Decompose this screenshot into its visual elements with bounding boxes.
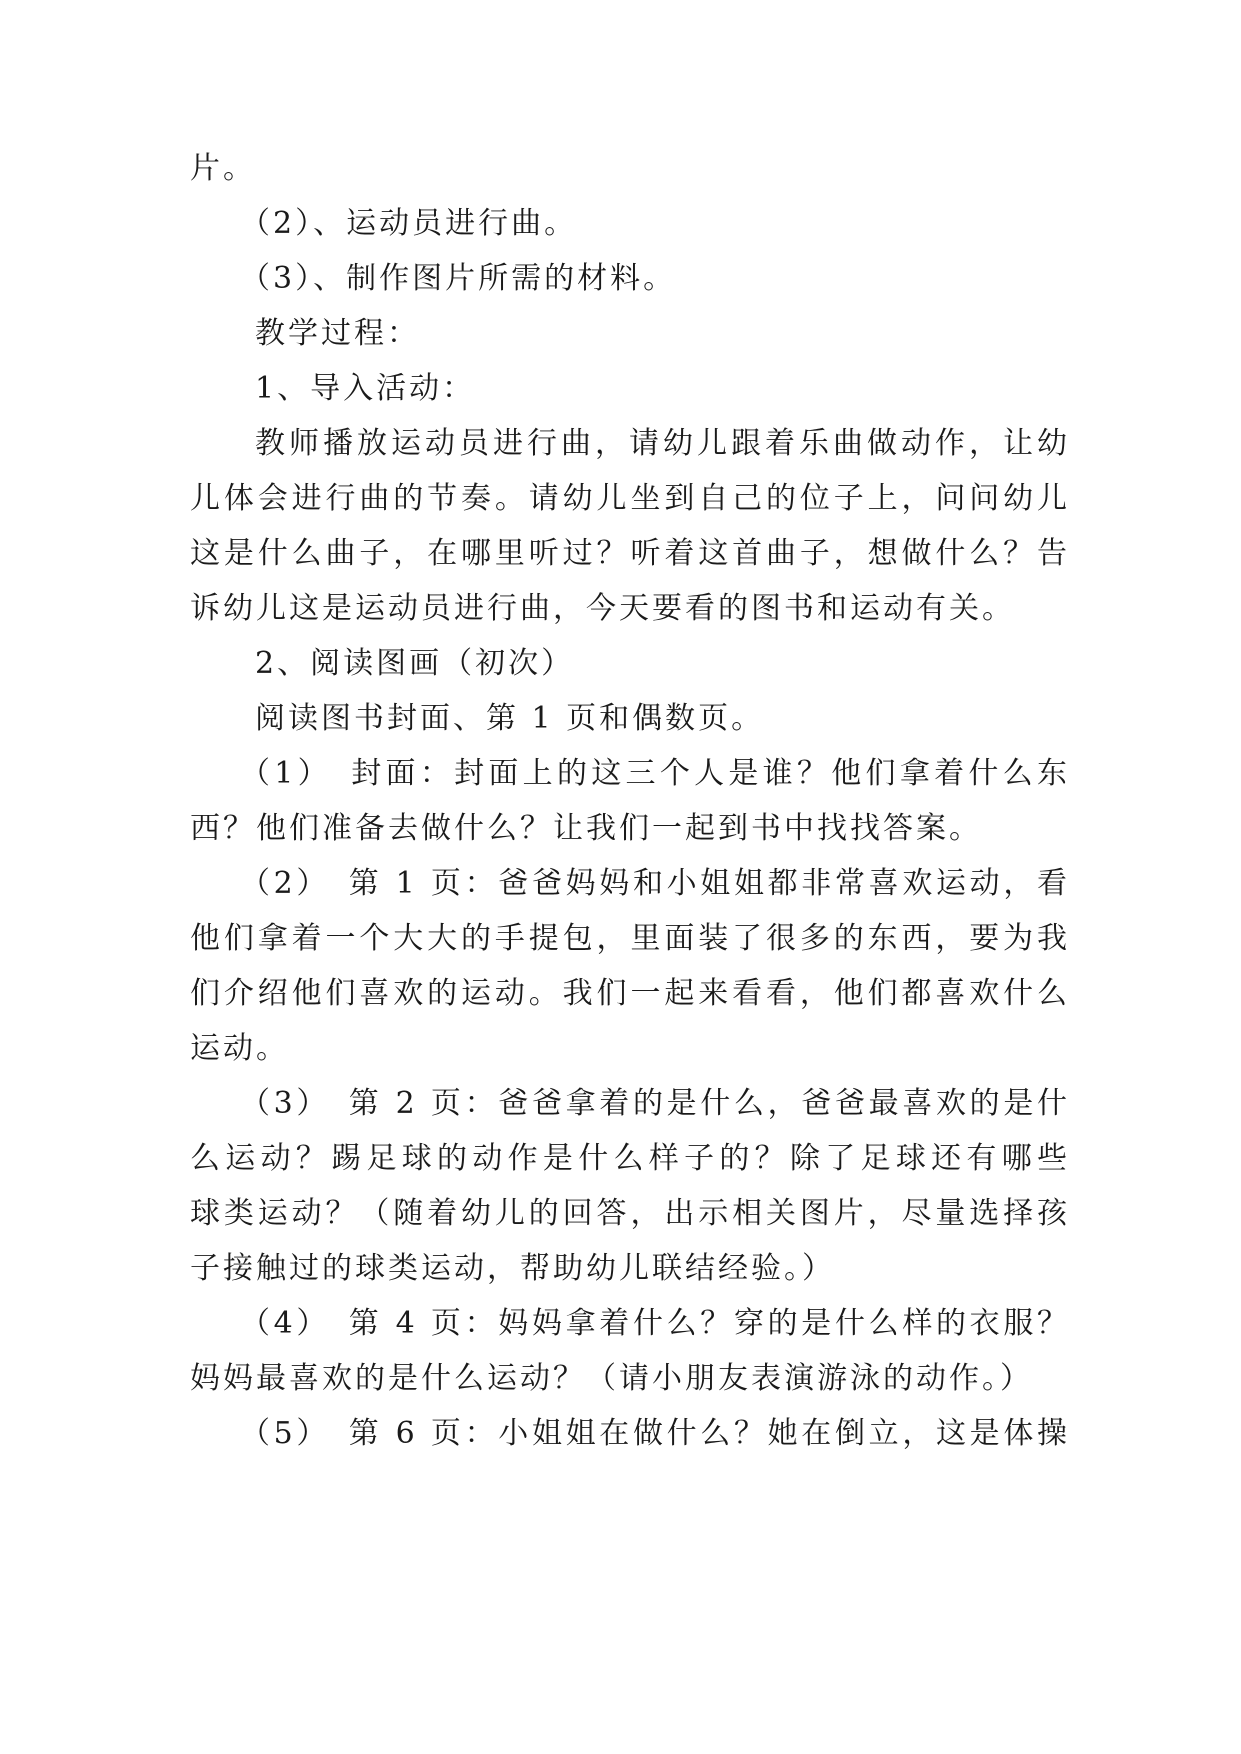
text-line: （2）、运动员进行曲。 xyxy=(240,206,578,241)
text-line: 子接触过的球类运动，帮助幼儿联结经验。） xyxy=(190,1251,835,1286)
text-line: 儿体会进行曲的节奏。请幼儿坐到自己的位子上，问问幼儿 xyxy=(190,481,1070,516)
text-line: （2） 第 1 页：爸爸妈妈和小姐姐都非常喜欢运动，看 xyxy=(240,866,1070,901)
text-line: 这是什么曲子，在哪里听过？听着这首曲子，想做什么？告 xyxy=(190,536,1070,571)
text-line: （3） 第 2 页：爸爸拿着的是什么，爸爸最喜欢的是什 xyxy=(240,1086,1070,1121)
text-line: 球类运动？（随着幼儿的回答，出示相关图片，尽量选择孩 xyxy=(190,1196,1070,1231)
text-line: 教学过程： xyxy=(255,316,420,351)
text-line: 西？他们准备去做什么？让我们一起到书中找找答案。 xyxy=(190,811,982,846)
text-line: 教师播放运动员进行曲，请幼儿跟着乐曲做动作，让幼 xyxy=(255,426,1070,461)
text-line: （1） 封面：封面上的这三个人是谁？他们拿着什么东 xyxy=(240,756,1070,791)
text-line: （3）、制作图片所需的材料。 xyxy=(240,261,677,296)
text-line: 诉幼儿这是运动员进行曲，今天要看的图书和运动有关。 xyxy=(190,591,1015,626)
text-line: 们介绍他们喜欢的运动。我们一起来看看，他们都喜欢什么 xyxy=(190,976,1070,1011)
text-line: （4） 第 4 页：妈妈拿着什么？穿的是什么样的衣服？ xyxy=(240,1306,1070,1341)
text-line: （5） 第 6 页：小姐姐在做什么？她在倒立，这是体操 xyxy=(240,1416,1070,1451)
text-line: 阅读图书封面、第 1 页和偶数页。 xyxy=(255,701,765,736)
text-line: 片。 xyxy=(190,151,256,186)
text-line: 妈妈最喜欢的是什么运动？（请小朋友表演游泳的动作。） xyxy=(190,1361,1033,1396)
text-line: 他们拿着一个大大的手提包，里面装了很多的东西，要为我 xyxy=(190,921,1070,956)
text-line: 2、阅读图画（初次） xyxy=(255,646,575,681)
text-line: 1、导入活动： xyxy=(255,371,476,406)
text-line: 么运动？踢足球的动作是什么样子的？除了足球还有哪些 xyxy=(190,1141,1070,1176)
text-line: 运动。 xyxy=(190,1031,289,1066)
